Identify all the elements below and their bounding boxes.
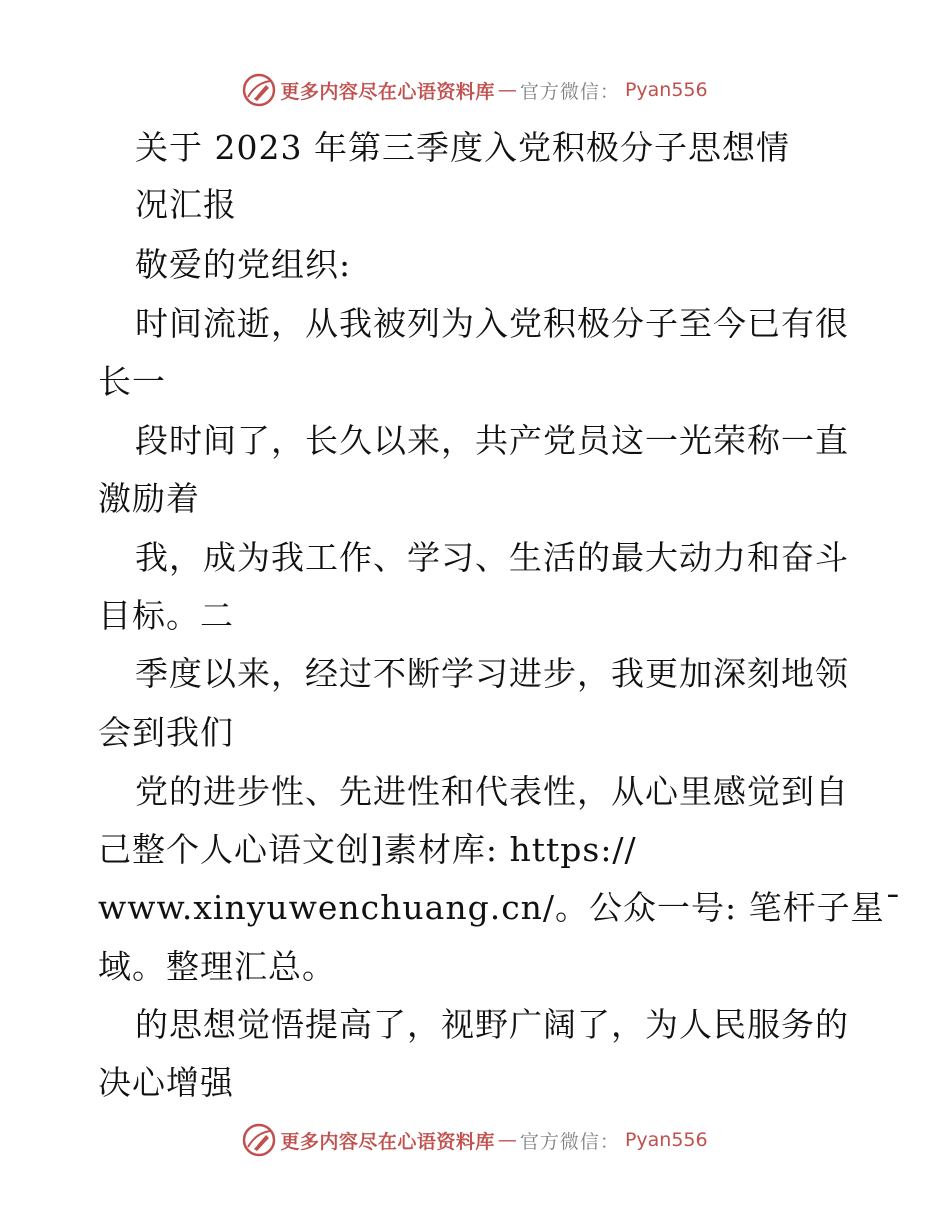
doc-line: 段时间了，长久以来，共产党员这一光荣称一直 xyxy=(135,421,849,460)
pen-logo-icon xyxy=(242,73,276,107)
doc-line: 激励着 xyxy=(98,479,200,518)
footer-banner xyxy=(0,1120,950,1160)
doc-line: www.xinyuwenchuang.cn/。公众一号: 笔杆子星¯ xyxy=(98,888,903,927)
doc-line: 季度以来，经过不断学习进步，我更加深刻地领 xyxy=(135,654,849,693)
doc-line: 长一 xyxy=(98,362,166,401)
header-banner xyxy=(0,70,950,110)
doc-line: 我，成为我工作、学习、生活的最大动力和奋斗 xyxy=(135,538,849,577)
banner-dash: — xyxy=(497,79,517,101)
banner-dash: — xyxy=(497,1129,517,1151)
doc-line: 己整个人心语文创]素材库: https:// xyxy=(98,830,637,869)
banner-main-text: 更多内容尽在心语资料库 xyxy=(280,80,495,103)
banner-wechat-label: 官方微信 xyxy=(519,1130,600,1153)
doc-line: 会到我们 xyxy=(98,713,234,752)
banner-colon: ： xyxy=(599,1130,619,1153)
banner-wechat-id: Pyan556 xyxy=(624,79,708,101)
banner-wechat-id: Pyan556 xyxy=(624,1129,708,1151)
banner-wechat-label: 官方微信 xyxy=(519,80,600,103)
banner-colon: ： xyxy=(599,80,619,103)
pen-logo-icon xyxy=(242,1123,276,1157)
doc-salutation: 敬爱的党组织: xyxy=(135,245,352,284)
doc-title-line-2: 况汇报 xyxy=(135,185,237,224)
doc-line: 时间流逝，从我被列为入党积极分子至今已有很 xyxy=(135,304,849,343)
doc-line: 目标。二 xyxy=(98,596,234,635)
doc-line: 决心增强 xyxy=(98,1063,234,1102)
doc-line: 党的进步性、先进性和代表性，从心里感觉到自 xyxy=(135,772,849,811)
doc-line: 域。整理汇总。 xyxy=(98,947,336,986)
doc-line: 的思想觉悟提高了，视野广阔了，为人民服务的 xyxy=(135,1005,849,1044)
banner-main-text: 更多内容尽在心语资料库 xyxy=(280,1130,495,1153)
doc-title-line-1: 关于 2023 年第三季度入党积极分子思想情 xyxy=(135,128,790,167)
